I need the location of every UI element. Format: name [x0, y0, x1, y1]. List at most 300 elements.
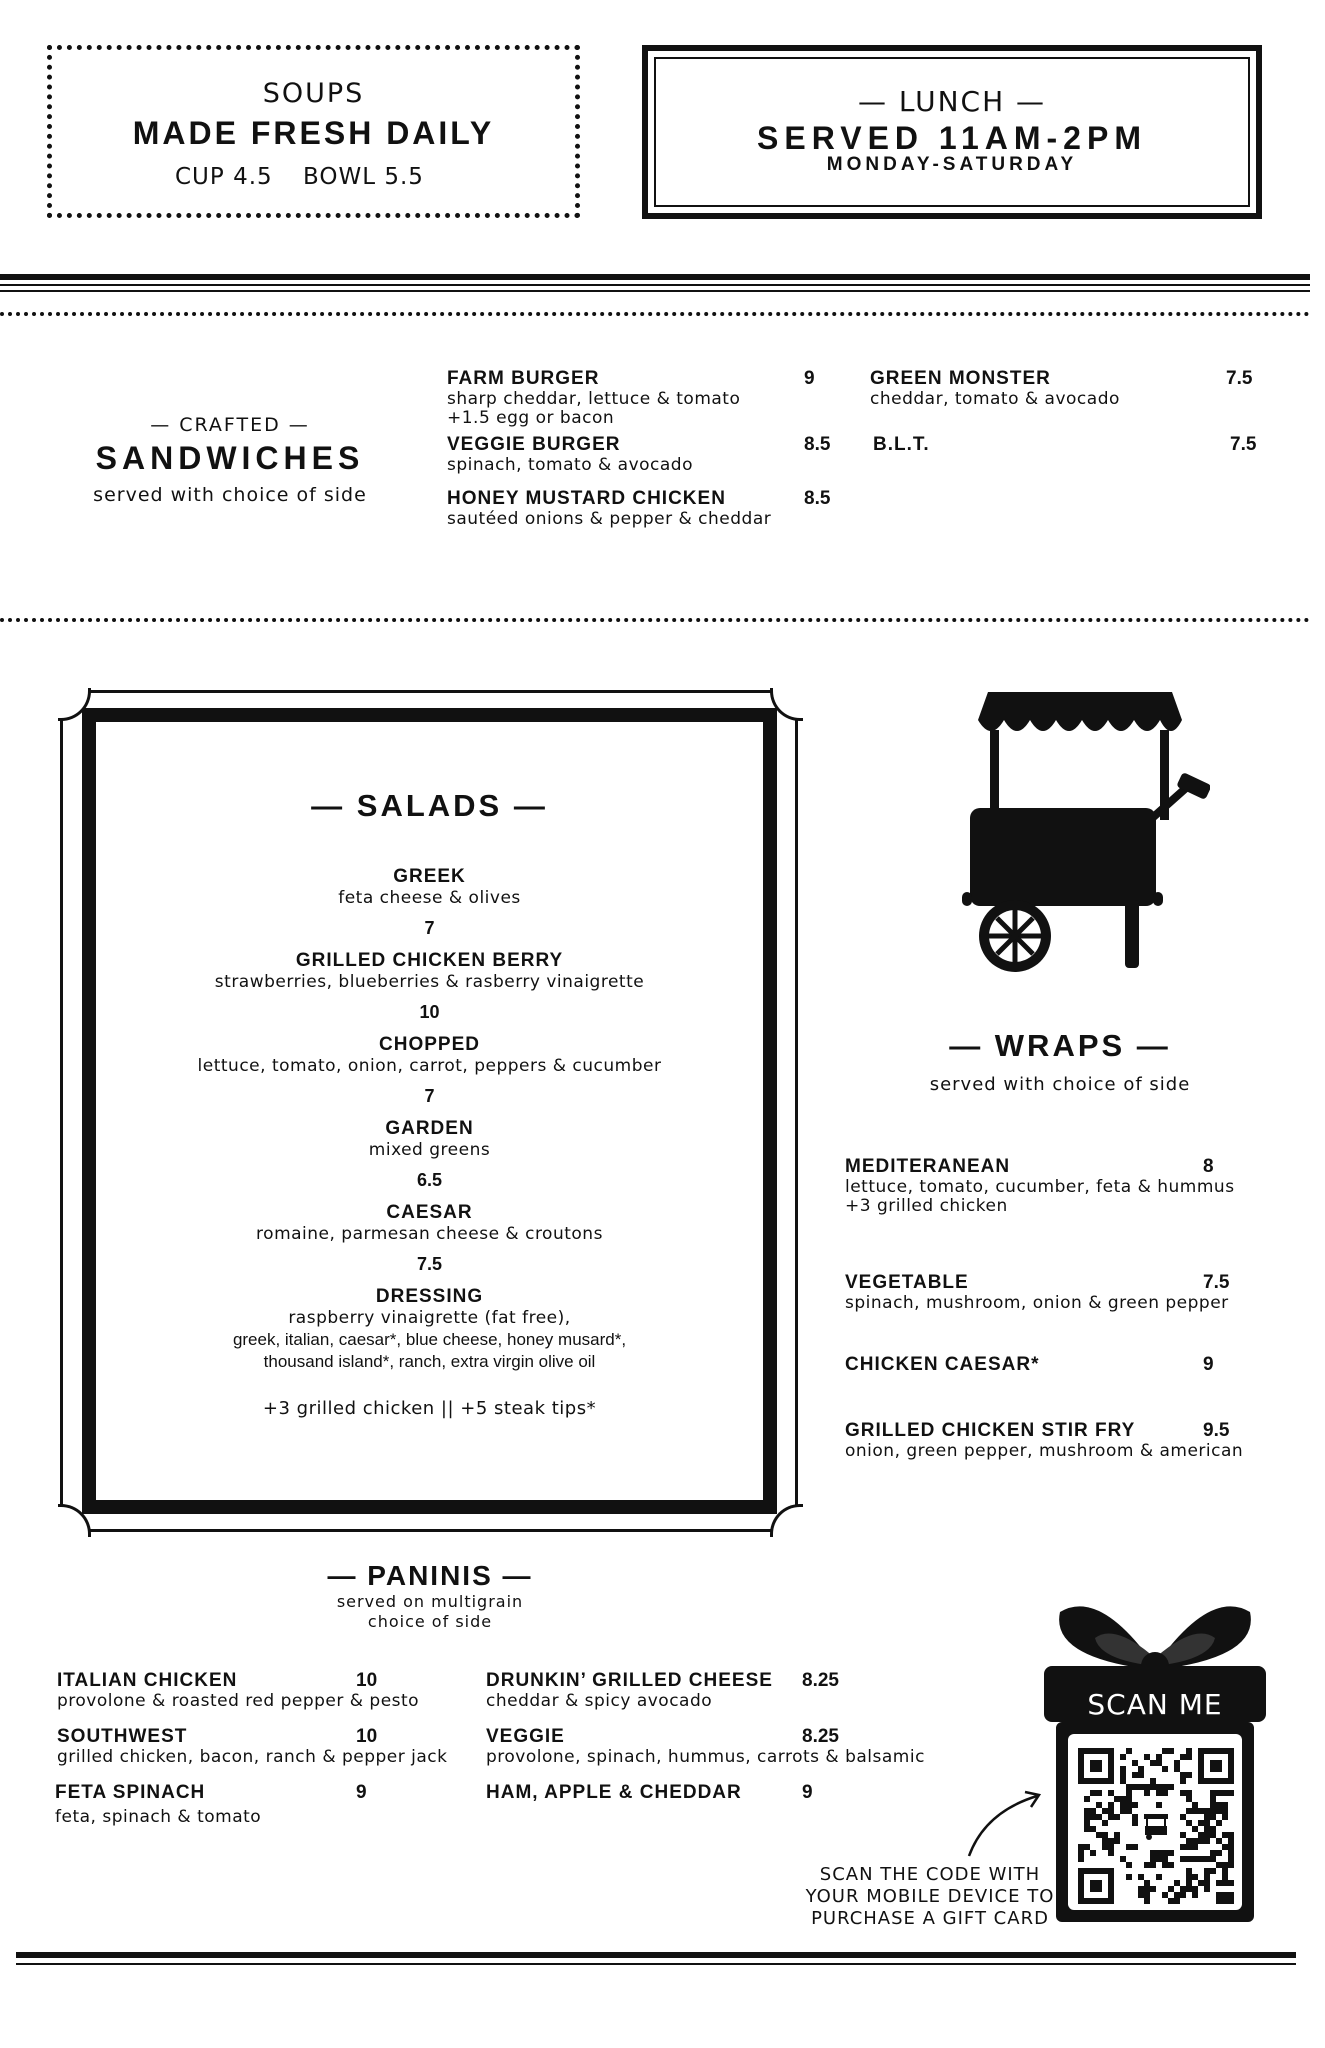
qr-module — [1228, 1850, 1234, 1856]
gift-line: YOUR MOBILE DEVICE TO — [805, 1886, 1055, 1907]
qr-module — [1204, 1814, 1210, 1820]
qr-module — [1204, 1880, 1210, 1886]
qr-module — [1156, 1856, 1162, 1862]
qr-module — [1138, 1784, 1144, 1790]
qr-module — [1108, 1850, 1114, 1856]
divider-rule — [0, 290, 1310, 292]
qr-module — [1168, 1862, 1174, 1868]
qr-module — [1180, 1778, 1186, 1784]
qr-module — [1108, 1844, 1114, 1850]
qr-module — [1228, 1856, 1234, 1862]
item-name: GREEK — [393, 866, 466, 887]
qr-module — [1168, 1850, 1174, 1856]
item-price: 10 — [419, 1002, 440, 1022]
qr-module — [1126, 1802, 1132, 1808]
salads-frame-inner — [82, 708, 777, 1514]
item-desc: sautéed onions & pepper & cheddar — [447, 509, 772, 529]
item-price: 9 — [356, 1782, 367, 1803]
item-desc: onion, green pepper, mushroom & american — [845, 1441, 1244, 1461]
qr-module — [1174, 1880, 1180, 1886]
qr-module — [1150, 1862, 1156, 1868]
qr-module — [1186, 1808, 1192, 1814]
item-price: 7.5 — [1203, 1272, 1230, 1293]
item-desc: lettuce, tomato, onion, carrot, peppers & cucumber — [197, 1056, 662, 1076]
qr-module — [1168, 1886, 1174, 1892]
qr-module — [1084, 1808, 1090, 1814]
item-price: 9 — [804, 368, 815, 389]
item-price: 7.5 — [1226, 368, 1253, 389]
item-desc: spinach, tomato & avocado — [447, 455, 694, 475]
qr-module — [1168, 1748, 1174, 1754]
item-name: VEGGIE BURGER — [447, 434, 621, 455]
lunch-hours: SERVED 11AM-2PM — [757, 120, 1147, 156]
qr-module — [1186, 1880, 1192, 1886]
qr-module — [1222, 1892, 1228, 1898]
soups-title: SOUPS — [262, 78, 365, 109]
item-desc: lettuce, tomato, cucumber, feta & hummus — [845, 1177, 1235, 1197]
qr-module — [1186, 1874, 1192, 1880]
item-name: GARDEN — [385, 1118, 474, 1139]
qr-module — [1084, 1820, 1090, 1826]
divider-rule — [0, 284, 1310, 286]
qr-module — [1138, 1772, 1144, 1778]
item-price: 10 — [356, 1670, 378, 1691]
qr-module — [1204, 1886, 1210, 1892]
qr-module — [1228, 1844, 1234, 1850]
qr-module — [1228, 1898, 1234, 1904]
qr-module — [1150, 1760, 1156, 1766]
qr-module — [1216, 1880, 1222, 1886]
qr-module — [1228, 1892, 1234, 1898]
qr-module — [1162, 1850, 1168, 1856]
qr-module — [1078, 1844, 1084, 1850]
item-desc: strawberries, blueberries & rasberry vinaigrette — [214, 972, 645, 992]
gift-line: SCAN THE CODE WITH — [819, 1864, 1041, 1885]
qr-module — [1162, 1766, 1168, 1772]
qr-module — [1210, 1832, 1216, 1838]
qr-module — [1156, 1760, 1162, 1766]
menu-item — [486, 1670, 906, 1711]
qr-module — [1150, 1886, 1156, 1892]
qr-module — [1210, 1856, 1216, 1862]
qr-module — [1114, 1838, 1120, 1844]
item-desc: grilled chicken, bacon, ranch & pepper jack — [57, 1747, 448, 1767]
qr-module — [1204, 1808, 1210, 1814]
qr-module — [1144, 1880, 1150, 1886]
qr-module — [1222, 1874, 1228, 1880]
qr-module — [1174, 1898, 1180, 1904]
dotted-divider — [0, 618, 1310, 622]
qr-module — [1156, 1784, 1162, 1790]
divider-rule — [16, 1963, 1296, 1965]
item-name: MEDITERANEAN — [845, 1156, 1011, 1177]
qr-module — [1228, 1832, 1234, 1838]
qr-module — [1132, 1844, 1138, 1850]
salad-dressing — [82, 1286, 777, 1372]
qr-module — [1204, 1874, 1210, 1880]
item-desc: cheddar & spicy avocado — [486, 1691, 713, 1711]
item-name: FARM BURGER — [447, 368, 600, 389]
qr-module — [1096, 1814, 1102, 1820]
item-price: 7 — [424, 918, 435, 938]
item-desc: feta, spinach & tomato — [55, 1807, 262, 1827]
item-price: 8.5 — [804, 488, 831, 509]
qr-module — [1096, 1790, 1102, 1796]
item-desc: sharp cheddar, lettuce & tomato — [447, 389, 741, 409]
qr-module — [1192, 1826, 1198, 1832]
qr-module — [1096, 1832, 1102, 1838]
item-price: 8.5 — [804, 434, 831, 455]
qr-module — [1204, 1832, 1210, 1838]
salad-addons: +3 grilled chicken || +5 steak tips* — [262, 1398, 597, 1419]
qr-module — [1210, 1868, 1216, 1874]
wraps-title: — WRAPS — — [949, 1028, 1171, 1063]
qr-module — [1162, 1784, 1168, 1790]
qr-module — [1210, 1814, 1216, 1820]
qr-module — [1180, 1844, 1186, 1850]
qr-module — [1150, 1850, 1156, 1856]
sandwiches-subtitle: served with choice of side — [93, 484, 367, 506]
qr-module — [1162, 1862, 1168, 1868]
item-price: 9 — [802, 1782, 813, 1803]
qr-module — [1126, 1808, 1132, 1814]
qr-module — [1192, 1802, 1198, 1808]
qr-module — [1198, 1856, 1204, 1862]
item-desc: romaine, parmesan cheese & croutons — [256, 1224, 603, 1244]
qr-module — [1138, 1892, 1144, 1898]
qr-module — [1156, 1790, 1162, 1796]
qr-module — [1078, 1856, 1084, 1862]
qr-module — [1120, 1808, 1126, 1814]
qr-module — [1162, 1748, 1168, 1754]
item-name: HAM, APPLE & CHEDDAR — [486, 1782, 742, 1803]
salad-item — [82, 950, 777, 1023]
qr-module — [1222, 1844, 1228, 1850]
qr-module — [1222, 1802, 1228, 1808]
qr-module — [1192, 1886, 1198, 1892]
qr-module — [1210, 1796, 1216, 1802]
item-price: 9 — [1203, 1354, 1214, 1375]
qr-module — [1186, 1772, 1192, 1778]
item-price: 7.5 — [416, 1254, 443, 1274]
dotted-divider — [0, 312, 1310, 316]
qr-module — [1198, 1820, 1204, 1826]
item-price: 6.5 — [416, 1170, 443, 1190]
qr-module — [1120, 1754, 1126, 1760]
qr-module — [1090, 1790, 1096, 1796]
menu-item — [55, 1782, 475, 1827]
item-name: GRILLED CHICKEN BERRY — [295, 950, 564, 971]
dressing-line: thousand island*, ranch, extra virgin olive oil — [263, 1352, 596, 1371]
qr-module — [1102, 1832, 1108, 1838]
qr-module — [1216, 1790, 1222, 1796]
qr-module — [1126, 1844, 1132, 1850]
dressing-title: DRESSING — [375, 1286, 484, 1307]
qr-module — [1144, 1784, 1150, 1790]
paninis-title: — PANINIS — — [327, 1560, 533, 1591]
qr-module — [1186, 1856, 1192, 1862]
salads-title: — SALADS — — [311, 788, 548, 823]
item-name: CHICKEN CAESAR* — [845, 1354, 1040, 1375]
qr-module — [1186, 1796, 1192, 1802]
qr-module — [1084, 1826, 1090, 1832]
qr-module — [1132, 1772, 1138, 1778]
menu-item — [486, 1726, 946, 1767]
qr-module — [1186, 1838, 1192, 1844]
qr-module — [1138, 1874, 1144, 1880]
qr-code-icon[interactable] — [1078, 1748, 1234, 1904]
qr-module — [1210, 1790, 1216, 1796]
qr-module — [1192, 1844, 1198, 1850]
item-price: 7.5 — [1230, 434, 1257, 455]
qr-module — [1222, 1832, 1228, 1838]
item-name: ITALIAN CHICKEN — [57, 1670, 238, 1691]
qr-module — [1216, 1892, 1222, 1898]
qr-module — [1132, 1820, 1138, 1826]
item-desc: +1.5 egg or bacon — [447, 408, 615, 428]
qr-module — [1168, 1898, 1174, 1904]
menu-item — [447, 368, 847, 428]
qr-module — [1084, 1796, 1090, 1802]
qr-module — [1204, 1820, 1210, 1826]
qr-module — [1126, 1796, 1132, 1802]
qr-module — [1126, 1784, 1132, 1790]
qr-module — [1222, 1880, 1228, 1886]
qr-module — [1174, 1766, 1180, 1772]
qr-module — [1216, 1862, 1222, 1868]
menu-item — [845, 1156, 1265, 1216]
gift-instructions — [780, 1864, 1080, 1930]
qr-module — [1180, 1832, 1186, 1838]
item-name: CAESAR — [386, 1202, 473, 1223]
qr-module — [1156, 1874, 1162, 1880]
qr-module — [1108, 1802, 1114, 1808]
sandwiches-title: SANDWICHES — [95, 440, 365, 476]
food-cart-icon — [950, 680, 1210, 980]
soups-headline: MADE FRESH DAILY — [132, 115, 495, 151]
qr-module — [1090, 1850, 1096, 1856]
wraps-subtitle: served with choice of side — [929, 1074, 1191, 1095]
qr-module — [1114, 1796, 1120, 1802]
qr-module — [1144, 1862, 1150, 1868]
qr-module — [1180, 1754, 1186, 1760]
item-desc: provolone & roasted red pepper & pesto — [57, 1691, 420, 1711]
qr-module — [1210, 1808, 1216, 1814]
qr-module — [1186, 1844, 1192, 1850]
qr-module — [1174, 1892, 1180, 1898]
qr-module — [1102, 1838, 1108, 1844]
qr-module — [1132, 1802, 1138, 1808]
qr-module — [1210, 1826, 1216, 1832]
qr-module — [1186, 1790, 1192, 1796]
qr-module — [1180, 1814, 1186, 1820]
qr-module — [1186, 1868, 1192, 1874]
item-name: GRILLED CHICKEN STIR FRY — [845, 1420, 1136, 1441]
qr-module — [1090, 1826, 1096, 1832]
qr-module — [1114, 1814, 1120, 1820]
qr-module — [1132, 1784, 1138, 1790]
menu-item — [447, 488, 847, 529]
item-name: CHOPPED — [379, 1034, 480, 1055]
qr-module — [1204, 1856, 1210, 1862]
qr-module — [1198, 1808, 1204, 1814]
soups-bowl-price: BOWL 5.5 — [303, 164, 424, 190]
qr-module — [1180, 1892, 1186, 1898]
qr-module — [1144, 1898, 1150, 1904]
qr-module — [1216, 1820, 1222, 1826]
scan-me-label: SCAN ME — [1087, 1688, 1223, 1721]
soups-cup-price: CUP 4.5 — [175, 164, 273, 190]
qr-module — [1156, 1802, 1162, 1808]
qr-module — [1204, 1826, 1210, 1832]
qr-module — [1228, 1880, 1234, 1886]
menu-item — [57, 1726, 497, 1767]
item-name: HONEY MUSTARD CHICKEN — [447, 488, 726, 509]
salad-item — [82, 866, 777, 939]
qr-module — [1102, 1844, 1108, 1850]
item-name: SOUTHWEST — [57, 1726, 188, 1747]
paninis-subtitle: choice of side — [367, 1612, 493, 1631]
qr-module — [1204, 1838, 1210, 1844]
qr-module — [1222, 1862, 1228, 1868]
qr-module — [1186, 1754, 1192, 1760]
qr-module — [1186, 1820, 1192, 1826]
item-desc: mixed greens — [368, 1140, 491, 1160]
item-name: B.L.T. — [873, 434, 930, 455]
qr-module — [1222, 1790, 1228, 1796]
qr-module — [1216, 1808, 1222, 1814]
qr-module — [1150, 1784, 1156, 1790]
qr-module — [1144, 1790, 1150, 1796]
qr-module — [1126, 1790, 1132, 1796]
qr-module — [1108, 1814, 1114, 1820]
qr-module — [1222, 1814, 1228, 1820]
item-price: 8.25 — [802, 1670, 839, 1691]
gift-line: PURCHASE A GIFT CARD — [811, 1908, 1049, 1929]
item-desc: provolone, spinach, hummus, carrots & balsamic — [486, 1747, 925, 1767]
item-desc: feta cheese & olives — [338, 888, 521, 908]
qr-module — [1150, 1778, 1156, 1784]
qr-module — [1222, 1808, 1228, 1814]
qr-module — [1192, 1892, 1198, 1898]
lunch-title: — LUNCH — — [857, 85, 1047, 118]
qr-module — [1162, 1790, 1168, 1796]
qr-module — [1120, 1778, 1126, 1784]
qr-module — [1192, 1874, 1198, 1880]
menu-item — [845, 1272, 1265, 1313]
item-price: 7 — [424, 1086, 435, 1106]
qr-module — [1156, 1850, 1162, 1856]
qr-module — [1084, 1844, 1090, 1850]
qr-module — [1216, 1898, 1222, 1904]
qr-module — [1144, 1892, 1150, 1898]
qr-module — [1132, 1814, 1138, 1820]
qr-module — [1138, 1886, 1144, 1892]
lunch-days: MONDAY-SATURDAY — [826, 154, 1078, 175]
menu-item — [447, 434, 847, 475]
qr-module — [1198, 1880, 1204, 1886]
qr-module — [1144, 1754, 1150, 1760]
qr-module — [1198, 1832, 1204, 1838]
qr-module — [1108, 1808, 1114, 1814]
sandwiches-kicker: — CRAFTED — — [150, 414, 310, 436]
qr-module — [1216, 1802, 1222, 1808]
qr-module — [1162, 1856, 1168, 1862]
item-price: 8.25 — [802, 1726, 839, 1747]
qr-module — [1144, 1886, 1150, 1892]
qr-module — [1180, 1790, 1186, 1796]
qr-module — [1090, 1814, 1096, 1820]
menu-item — [57, 1670, 477, 1711]
qr-module — [1186, 1886, 1192, 1892]
item-price: 10 — [356, 1726, 378, 1747]
qr-module — [1222, 1868, 1228, 1874]
item-price: 8 — [1203, 1156, 1214, 1177]
item-price: 9.5 — [1203, 1420, 1230, 1441]
qr-module — [1210, 1802, 1216, 1808]
qr-module — [1192, 1838, 1198, 1844]
qr-module — [1126, 1862, 1132, 1868]
item-desc: +3 grilled chicken — [845, 1196, 1008, 1216]
qr-module — [1228, 1862, 1234, 1868]
qr-module — [1228, 1790, 1234, 1796]
dressing-line: greek, italian, caesar*, blue cheese, honey musard*, — [232, 1330, 627, 1349]
item-name: VEGGIE — [486, 1726, 565, 1747]
qr-module — [1078, 1850, 1084, 1856]
qr-module — [1192, 1808, 1198, 1814]
qr-module — [1180, 1772, 1186, 1778]
qr-module — [1216, 1850, 1222, 1856]
qr-module — [1102, 1820, 1108, 1826]
menu-item — [870, 368, 1220, 409]
qr-module — [1180, 1856, 1186, 1862]
qr-module — [1120, 1796, 1126, 1802]
salad-item — [82, 1034, 777, 1107]
qr-module — [1192, 1856, 1198, 1862]
qr-module — [1210, 1850, 1216, 1856]
qr-module — [1162, 1892, 1168, 1898]
qr-module — [1198, 1838, 1204, 1844]
item-desc: cheddar, tomato & avocado — [870, 389, 1120, 409]
qr-module — [1102, 1808, 1108, 1814]
divider-rule — [0, 274, 1310, 280]
curved-arrow-icon — [965, 1790, 1045, 1860]
qr-module — [1084, 1814, 1090, 1820]
qr-module — [1120, 1766, 1126, 1772]
qr-module — [1150, 1856, 1156, 1862]
qr-module — [1186, 1748, 1192, 1754]
item-name: FETA SPINACH — [55, 1782, 206, 1803]
item-name: DRUNKIN’ GRILLED CHEESE — [486, 1670, 773, 1691]
qr-module — [1120, 1856, 1126, 1862]
qr-module — [1216, 1838, 1222, 1844]
qr-module — [1222, 1898, 1228, 1904]
qr-module — [1126, 1748, 1132, 1754]
qr-module — [1138, 1766, 1144, 1772]
qr-module — [1120, 1802, 1126, 1808]
qr-module — [1132, 1760, 1138, 1766]
qr-module — [1096, 1802, 1102, 1808]
qr-module — [1120, 1772, 1126, 1778]
qr-module — [1108, 1838, 1114, 1844]
qr-module — [1204, 1868, 1210, 1874]
item-name: GREEN MONSTER — [870, 368, 1051, 389]
paninis-subtitle: served on multigrain — [336, 1592, 524, 1611]
qr-module — [1108, 1790, 1114, 1796]
qr-module — [1228, 1838, 1234, 1844]
qr-module — [1168, 1784, 1174, 1790]
item-desc: spinach, mushroom, onion & green pepper — [845, 1293, 1229, 1313]
